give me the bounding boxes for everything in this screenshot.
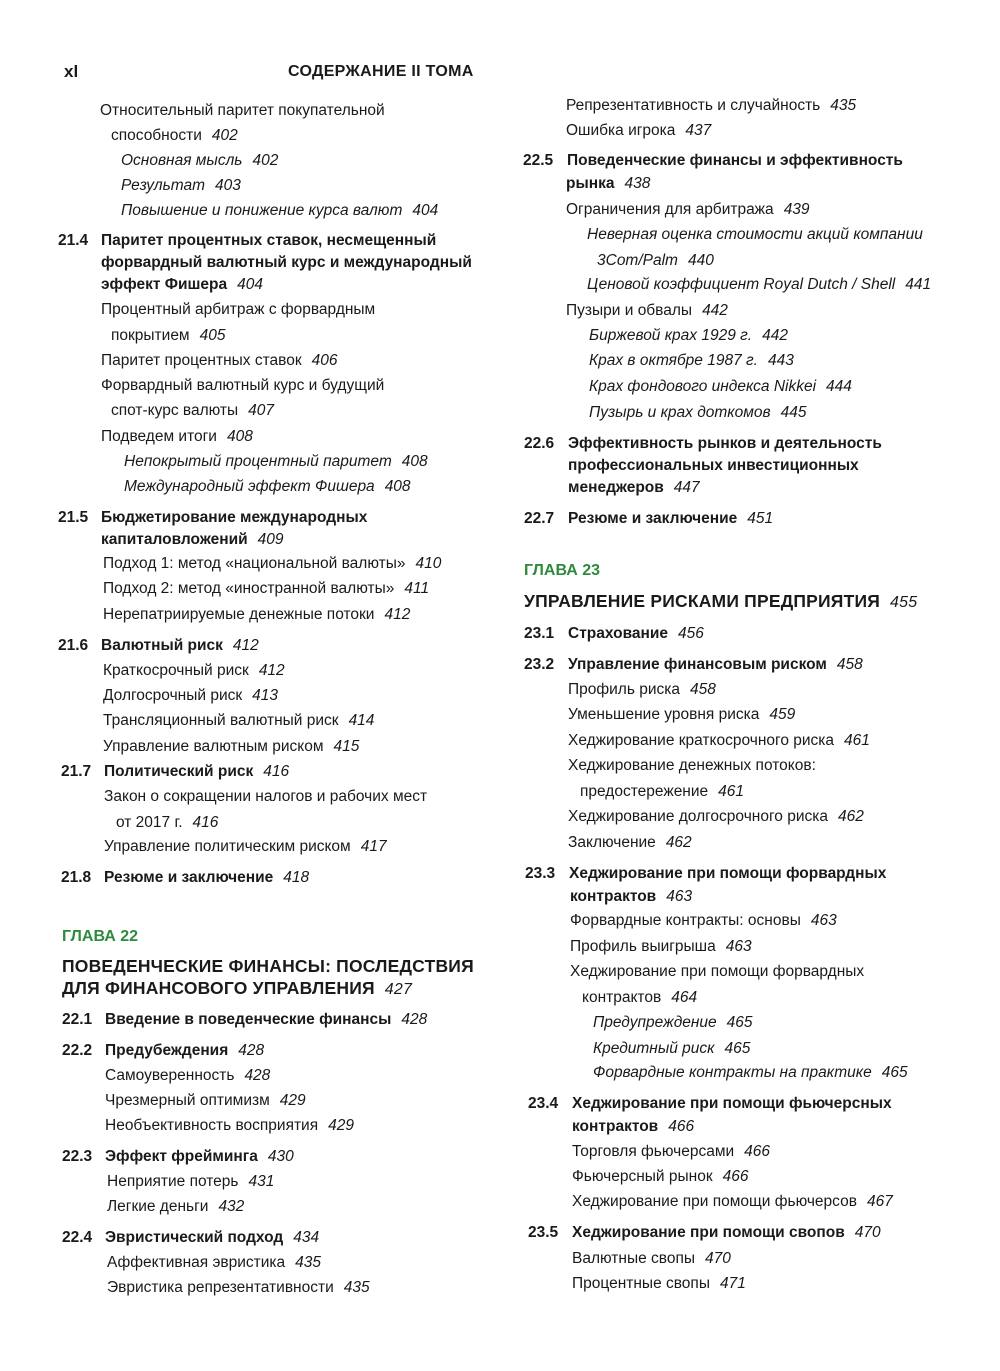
section-number: 23.4 bbox=[528, 1095, 559, 1112]
entry-title: Валютные свопы bbox=[572, 1250, 695, 1267]
section-number: 21.8 bbox=[61, 869, 92, 886]
toc-entry bbox=[111, 325, 225, 347]
entry-title: Торговля фьючерсами bbox=[572, 1143, 735, 1160]
entry-title: профессиональных инвестиционных bbox=[568, 457, 859, 474]
page-ref: 428 bbox=[238, 1042, 265, 1059]
page-ref: 440 bbox=[687, 252, 714, 269]
section-number: 21.6 bbox=[58, 637, 89, 654]
page-ref: 459 bbox=[769, 706, 796, 723]
page-ref: 416 bbox=[263, 763, 290, 780]
toc-entry bbox=[582, 987, 697, 1009]
page-ref: 465 bbox=[726, 1014, 753, 1031]
chapter-heading bbox=[524, 560, 600, 582]
entry-title: Крах в октябре 1987 г. bbox=[589, 352, 758, 369]
toc-entry bbox=[570, 961, 864, 983]
entry-title: Политический риск bbox=[104, 763, 254, 780]
section-number: 22.6 bbox=[524, 435, 555, 452]
toc-entry bbox=[111, 125, 238, 147]
page-ref: 412 bbox=[258, 662, 285, 679]
entry-title: контрактов bbox=[572, 1118, 659, 1135]
page-ref: 445 bbox=[780, 404, 807, 421]
page-ref: 428 bbox=[244, 1067, 271, 1084]
entry-title: ГЛАВА 22 bbox=[62, 928, 139, 945]
entry-title: Хеджирование при помощи форвардных bbox=[569, 865, 887, 882]
page-ref: 438 bbox=[624, 175, 651, 192]
entry-title: Форвардные контракты на практике bbox=[593, 1064, 872, 1081]
entry-title: Результат bbox=[121, 177, 206, 194]
toc-entry bbox=[103, 660, 285, 682]
page-ref: 463 bbox=[725, 938, 752, 955]
toc-entry bbox=[572, 1273, 746, 1295]
page-ref: 455 bbox=[890, 594, 918, 611]
toc-entry bbox=[61, 867, 309, 889]
toc-entry bbox=[568, 806, 864, 828]
entry-title: Уменьшение уровня риска bbox=[568, 706, 760, 723]
page-ref: 465 bbox=[881, 1064, 908, 1081]
section-number: 22.5 bbox=[523, 152, 554, 169]
page-ref: 408 bbox=[401, 453, 428, 470]
entry-title: Форвардные контракты: основы bbox=[570, 912, 801, 929]
toc-entry bbox=[62, 1040, 264, 1062]
page-ref: 439 bbox=[783, 201, 810, 218]
entry-title: Резюме и заключение bbox=[568, 510, 738, 527]
page-ref: 411 bbox=[404, 580, 430, 597]
page-ref: 408 bbox=[226, 428, 253, 445]
entry-title: Валютный риск bbox=[101, 637, 223, 654]
chapter-heading bbox=[62, 955, 474, 977]
entry-title: способности bbox=[111, 127, 202, 144]
toc-entry bbox=[589, 325, 788, 347]
page-ref: 463 bbox=[810, 912, 837, 929]
toc-entry bbox=[124, 476, 411, 498]
entry-title: Управление финансовым риском bbox=[568, 656, 827, 673]
entry-title: Предубеждения bbox=[105, 1042, 229, 1059]
toc-entry bbox=[107, 1252, 321, 1274]
toc-entry bbox=[105, 1090, 306, 1112]
page-ref: 456 bbox=[678, 625, 704, 642]
entry-title: покрытием bbox=[111, 327, 190, 344]
section-number: 22.7 bbox=[524, 510, 555, 527]
page-ref: 466 bbox=[722, 1168, 749, 1185]
toc-entry bbox=[107, 1171, 274, 1193]
page-ref: 451 bbox=[747, 510, 774, 527]
toc-entry bbox=[566, 199, 810, 221]
entry-title: Легкие деньги bbox=[107, 1198, 209, 1215]
entry-title: Трансляционный валютный риск bbox=[103, 712, 339, 729]
toc-entry bbox=[101, 274, 263, 296]
toc-entry bbox=[572, 1116, 694, 1138]
toc-entry bbox=[101, 426, 253, 448]
toc-entry bbox=[568, 755, 816, 777]
toc-entry bbox=[103, 685, 278, 707]
page-ref: 412 bbox=[384, 606, 411, 623]
toc-entry bbox=[524, 508, 773, 530]
page-ref: 427 bbox=[384, 981, 413, 998]
page-ref: 470 bbox=[704, 1250, 731, 1267]
section-number: 22.3 bbox=[62, 1148, 93, 1165]
entry-title: Ограничения для арбитража bbox=[566, 201, 774, 218]
entry-title: Подведем итоги bbox=[101, 428, 217, 445]
entry-title: УПРАВЛЕНИЕ РИСКАМИ ПРЕДПРИЯТИЯ bbox=[524, 591, 881, 611]
toc-entry bbox=[587, 274, 931, 296]
toc-entry bbox=[103, 553, 441, 575]
section-number: 22.4 bbox=[62, 1229, 93, 1246]
entry-title: Паритет процентных ставок bbox=[101, 352, 302, 369]
toc-entry bbox=[103, 710, 374, 732]
toc-entry bbox=[111, 400, 274, 422]
page-ref: 431 bbox=[248, 1173, 275, 1190]
toc-entry bbox=[58, 507, 367, 529]
entry-title: контрактов bbox=[582, 989, 662, 1006]
toc-entry bbox=[104, 786, 427, 808]
toc-entry bbox=[572, 1141, 770, 1163]
toc-entry bbox=[103, 736, 359, 758]
toc-entry bbox=[103, 578, 429, 600]
entry-title: Ценовой коэффициент Royal Dutch / Shell bbox=[587, 276, 896, 293]
toc-entry bbox=[593, 1012, 753, 1034]
section-number: 23.5 bbox=[528, 1224, 559, 1241]
entry-title: Неверная оценка стоимости акций компании bbox=[587, 226, 923, 243]
entry-title: Фьючерсный рынок bbox=[572, 1168, 713, 1185]
toc-entry bbox=[101, 350, 337, 372]
page-ref: 429 bbox=[328, 1117, 354, 1134]
toc-entry bbox=[566, 300, 728, 322]
page-ref: 412 bbox=[232, 637, 259, 654]
toc-entry bbox=[104, 836, 387, 858]
entry-title: спот-курс валюты bbox=[111, 402, 239, 419]
toc-entry bbox=[121, 175, 241, 197]
toc-entry bbox=[524, 654, 863, 676]
entry-title: Самоуверенность bbox=[105, 1067, 235, 1084]
page-ref: 435 bbox=[830, 97, 857, 114]
entry-title: Повышение и понижение курса валют bbox=[121, 202, 403, 219]
page-ref: 461 bbox=[844, 732, 870, 749]
page-ref: 413 bbox=[252, 687, 279, 704]
page-ref: 416 bbox=[192, 814, 219, 831]
page-ref: 434 bbox=[293, 1229, 320, 1246]
toc-entry bbox=[101, 375, 384, 397]
toc-entry bbox=[566, 95, 856, 117]
entry-title: Управление валютным риском bbox=[103, 738, 324, 755]
page-ref: 442 bbox=[702, 302, 728, 319]
page-ref: 464 bbox=[671, 989, 698, 1006]
entry-title: Профиль выигрыша bbox=[570, 938, 716, 955]
toc-entry bbox=[572, 1166, 748, 1188]
section-number: 22.1 bbox=[62, 1011, 93, 1028]
page-ref: 404 bbox=[237, 276, 264, 293]
toc-entry bbox=[587, 224, 923, 246]
entry-title: контрактов bbox=[570, 888, 657, 905]
toc-entry bbox=[589, 376, 852, 398]
page-ref: 406 bbox=[311, 352, 338, 369]
entry-title: Аффективная эвристика bbox=[107, 1254, 286, 1271]
entry-title: от 2017 г. bbox=[116, 814, 183, 831]
section-number: 23.3 bbox=[525, 865, 556, 882]
entry-title: Хеджирование денежных потоков: bbox=[568, 757, 816, 774]
entry-title: Хеджирование краткосрочного риска bbox=[568, 732, 835, 749]
page-ref: 463 bbox=[666, 888, 693, 905]
page-ref: 432 bbox=[218, 1198, 245, 1215]
page-ref: 404 bbox=[412, 202, 439, 219]
entry-title: предостережение bbox=[580, 783, 709, 800]
toc-entry bbox=[62, 1227, 319, 1249]
toc-entry bbox=[597, 250, 714, 272]
toc-entry bbox=[121, 150, 278, 172]
entry-title: Предупреждение bbox=[593, 1014, 717, 1031]
toc-entry bbox=[524, 623, 704, 645]
page-ref: 441 bbox=[905, 276, 932, 293]
entry-title: Краткосрочный риск bbox=[103, 662, 249, 679]
toc-entry bbox=[572, 1248, 731, 1270]
entry-title: Хеджирование долгосрочного риска bbox=[568, 808, 828, 825]
toc-entry bbox=[568, 832, 692, 854]
toc-entry bbox=[593, 1062, 908, 1084]
entry-title: Основная мысль bbox=[121, 152, 243, 169]
page-ref: 458 bbox=[836, 656, 863, 673]
toc-entry bbox=[528, 1222, 881, 1244]
entry-title: Пузыри и обвалы bbox=[566, 302, 693, 319]
entry-title: Резюме и заключение bbox=[104, 869, 274, 886]
entry-title: Введение в поведенческие финансы bbox=[105, 1011, 392, 1028]
page-ref: 471 bbox=[719, 1275, 746, 1292]
toc-entry bbox=[589, 402, 806, 424]
toc-entry bbox=[568, 477, 700, 499]
entry-title: форвардный валютный курс и международный bbox=[101, 254, 472, 271]
section-number: 23.2 bbox=[524, 656, 555, 673]
entry-title: Неприятие потерь bbox=[107, 1173, 239, 1190]
page-ref: 408 bbox=[384, 478, 411, 495]
toc-entry bbox=[101, 299, 375, 321]
section-number: 21.7 bbox=[61, 763, 92, 780]
toc-entry bbox=[523, 150, 903, 172]
entry-title: Поведенческие финансы и эффективность bbox=[567, 152, 903, 169]
chapter-heading bbox=[62, 926, 138, 948]
entry-title: Заключение bbox=[568, 834, 656, 851]
page-ref: 402 bbox=[211, 127, 238, 144]
page-ref: 462 bbox=[665, 834, 692, 851]
toc-entry bbox=[62, 1009, 427, 1031]
entry-title: Форвардный валютный курс и будущий bbox=[101, 377, 385, 394]
entry-title: рынка bbox=[566, 175, 615, 192]
entry-title: Процентный арбитраж с форвардным bbox=[101, 301, 376, 318]
entry-title: Необъективность восприятия bbox=[105, 1117, 319, 1134]
page-ref: 409 bbox=[257, 531, 284, 548]
entry-title: ГЛАВА 23 bbox=[524, 562, 601, 579]
toc-entry bbox=[568, 704, 795, 726]
page-ref: 444 bbox=[826, 378, 852, 395]
toc-entry bbox=[570, 886, 692, 908]
page-number: xl bbox=[64, 62, 79, 81]
entry-title: ДЛЯ ФИНАНСОВОГО УПРАВЛЕНИЯ bbox=[62, 978, 375, 998]
toc-entry bbox=[105, 1115, 354, 1137]
page-ref: 465 bbox=[724, 1040, 751, 1057]
page-ref: 447 bbox=[673, 479, 700, 496]
toc-entry bbox=[566, 173, 650, 195]
entry-title: Закон о сокращении налогов и рабочих мест bbox=[104, 788, 428, 805]
entry-title: Страхование bbox=[568, 625, 669, 642]
entry-title: Хеджирование при помощи форвардных bbox=[570, 963, 865, 980]
page-ref: 435 bbox=[343, 1279, 370, 1296]
page-ref: 435 bbox=[295, 1254, 322, 1271]
page-ref: 428 bbox=[401, 1011, 428, 1028]
entry-title: Эффективность рынков и деятельность bbox=[568, 435, 882, 452]
toc-entry bbox=[589, 350, 794, 372]
toc-entry bbox=[103, 604, 410, 626]
toc-entry bbox=[570, 910, 837, 932]
section-number: 23.1 bbox=[524, 625, 555, 642]
page-ref: 418 bbox=[283, 869, 310, 886]
entry-title: Репрезентативность и случайность bbox=[566, 97, 821, 114]
page-ref: 466 bbox=[744, 1143, 771, 1160]
toc-entry bbox=[101, 252, 472, 274]
page-ref: 402 bbox=[252, 152, 279, 169]
entry-title: Эффект фрейминга bbox=[105, 1148, 258, 1165]
toc-entry bbox=[580, 781, 744, 803]
page-ref: 430 bbox=[267, 1148, 294, 1165]
section-number: 22.2 bbox=[62, 1042, 93, 1059]
page-ref: 443 bbox=[767, 352, 794, 369]
running-header: СОДЕРЖАНИЕ II ТОМА bbox=[288, 63, 474, 80]
entry-title: Хеджирование при помощи фьючерсов bbox=[572, 1193, 857, 1210]
section-number: 21.5 bbox=[58, 509, 89, 526]
entry-title: Подход 2: метод «иностранной валюты» bbox=[103, 580, 395, 597]
entry-title: Хеджирование при помощи фьючерсных bbox=[572, 1095, 892, 1112]
page-ref: 407 bbox=[248, 402, 275, 419]
entry-title: Крах фондового индекса Nikkei bbox=[589, 378, 817, 395]
page-ref: 461 bbox=[718, 783, 745, 800]
toc-entry bbox=[105, 1065, 270, 1087]
entry-title: Кредитный риск bbox=[593, 1040, 715, 1057]
page-ref: 403 bbox=[215, 177, 241, 194]
entry-title: Подход 1: метод «национальной валюты» bbox=[103, 555, 406, 572]
entry-title: Ошибка игрока bbox=[566, 122, 676, 139]
entry-title: 3Com/Palm bbox=[597, 252, 678, 269]
page-ref: 414 bbox=[348, 712, 375, 729]
page-ref: 442 bbox=[762, 327, 788, 344]
page-ref: 415 bbox=[333, 738, 360, 755]
entry-title: Хеджирование при помощи свопов bbox=[572, 1224, 845, 1241]
entry-title: Профиль риска bbox=[568, 681, 680, 698]
entry-title: Нерепатриируемые денежные потоки bbox=[103, 606, 375, 623]
section-number: 21.4 bbox=[58, 232, 89, 249]
page-ref: 417 bbox=[360, 838, 387, 855]
chapter-heading bbox=[62, 977, 412, 1001]
page-ref: 437 bbox=[685, 122, 712, 139]
page-ref: 466 bbox=[668, 1118, 695, 1135]
toc-entry bbox=[572, 1191, 893, 1213]
toc-entry bbox=[570, 936, 752, 958]
page-ref: 405 bbox=[199, 327, 226, 344]
toc-entry bbox=[107, 1277, 370, 1299]
page-ref: 470 bbox=[854, 1224, 881, 1241]
entry-title: Международный эффект Фишера bbox=[124, 478, 375, 495]
entry-title: Непокрытый процентный паритет bbox=[124, 453, 392, 470]
entry-title: Пузырь и крах доткомов bbox=[589, 404, 771, 421]
toc-entry bbox=[593, 1038, 750, 1060]
entry-title: Управление политическим риском bbox=[104, 838, 351, 855]
toc-entry bbox=[524, 433, 882, 455]
toc-entry bbox=[62, 1146, 294, 1168]
toc-entry bbox=[568, 455, 859, 477]
page-ref: 462 bbox=[837, 808, 864, 825]
toc-entry bbox=[124, 451, 428, 473]
toc-entry bbox=[58, 230, 436, 252]
toc-entry bbox=[568, 679, 716, 701]
toc-entry bbox=[61, 761, 289, 783]
toc-entry bbox=[566, 120, 711, 142]
entry-title: Эвристический подход bbox=[105, 1229, 284, 1246]
entry-title: эффект Фишера bbox=[101, 276, 228, 293]
entry-title: Бюджетирование международных bbox=[101, 509, 368, 526]
entry-title: Относительный паритет покупательной bbox=[100, 102, 385, 119]
page-ref: 458 bbox=[690, 681, 716, 698]
entry-title: Эвристика репрезентативности bbox=[107, 1279, 334, 1296]
chapter-heading bbox=[524, 590, 917, 614]
entry-title: Долгосрочный риск bbox=[103, 687, 243, 704]
entry-title: Паритет процентных ставок, несмещенный bbox=[101, 232, 437, 249]
toc-entry bbox=[101, 529, 284, 551]
toc-entry bbox=[121, 200, 438, 222]
toc-entry bbox=[107, 1196, 244, 1218]
toc-entry bbox=[116, 812, 218, 834]
page-ref: 410 bbox=[415, 555, 442, 572]
entry-title: Биржевой крах 1929 г. bbox=[589, 327, 753, 344]
page-ref: 429 bbox=[279, 1092, 306, 1109]
page-ref: 467 bbox=[866, 1193, 893, 1210]
toc-entry bbox=[525, 863, 886, 885]
entry-title: Чрезмерный оптимизм bbox=[105, 1092, 270, 1109]
entry-title: капиталовложений bbox=[101, 531, 248, 548]
entry-title: ПОВЕДЕНЧЕСКИЕ ФИНАНСЫ: ПОСЛЕДСТВИЯ bbox=[62, 956, 474, 976]
toc-entry bbox=[528, 1093, 892, 1115]
toc-entry bbox=[568, 730, 870, 752]
entry-title: менеджеров bbox=[568, 479, 664, 496]
toc-entry bbox=[58, 635, 259, 657]
toc-entry bbox=[100, 100, 385, 122]
entry-title: Процентные свопы bbox=[572, 1275, 710, 1292]
